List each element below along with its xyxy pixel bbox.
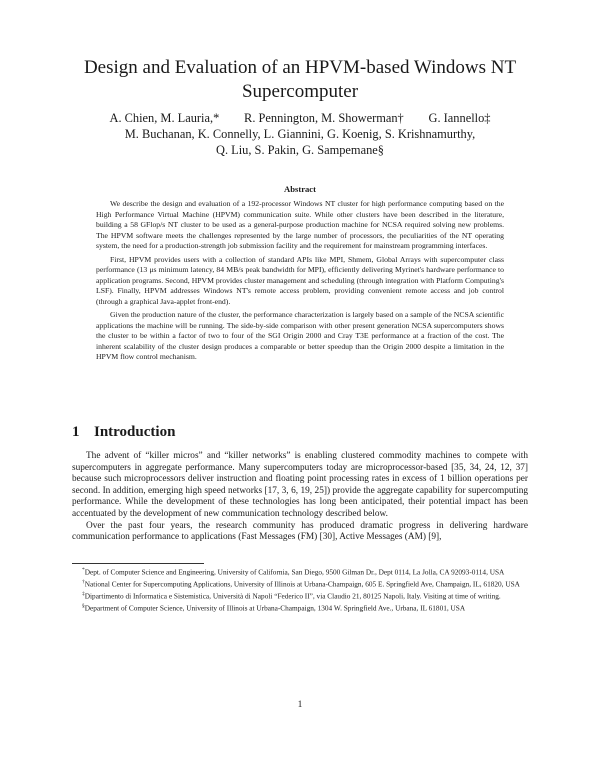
footnote-mark: § bbox=[82, 603, 85, 610]
abstract-paragraph-2: First, HPVM provides users with a collection of standard APIs like MPI, Shmem, Global Arrays with supercomputer class performance (13 μs minimum latency, 84 MB/s peak bandwidth for MPI), efficiently delivering Myrinet's hardware performance to application programs. Second, HPVM provides cluster management and scheduling (through integration with Platform Computing's LSF). Finally, HPVM addresses Windows NT's remote access problem, providing convenient remote access and job control (through a graphical Java-applet front-end). bbox=[96, 254, 504, 306]
title-line-2: Supercomputer bbox=[241, 81, 359, 102]
abstract-paragraph-1: We describe the design and evaluation of a 192-processor Windows NT cluster for high performance computing based on the High Performance Virtual Machine (HPVM) communication suite. While other clusters have been described in the literature, building a 58 GFlop/s NT cluster to be used as a general-purpose production machine for NCSA required solving new problems. The HPVM software meets the challenges represented by the large number of processors, the peculiarities of the NT operating system, the need for a production-strength job submission facility and the requirement for mainstream programming interfaces. bbox=[96, 199, 504, 250]
footnote-2 bbox=[72, 578, 528, 589]
footnote-text: National Center for Supercomputing Applications, University of Illinois at Urbana-Champaign, 605 E. Springfield Ave, Champaign, IL, 61820, USA bbox=[84, 579, 520, 589]
section-title: Introduction bbox=[94, 424, 176, 440]
footnote-4 bbox=[72, 602, 528, 613]
author-line-1: A. Chien, M. Lauria,* R. Pennington, M. Showerman† G. Iannello‡ bbox=[109, 111, 491, 125]
body-paragraph-1: The advent of “killer micros” and “killer networks” is enabling clustered commodity machines to compete with supercomputers in aggregate performance. Many supercomputers today are microprocessor-based [35, 34, 24, 12, 37] because such microprocessors deliver instruction and floating point processing rates in excess of 1 billion operations per second. In addition, emerging high speed networks [17, 3, 6, 19, 25]) provide the aggregate capability for supercomputing performance. While the development of these technologies has long been anticipated, their potential impact has been accentuated by the development of new communication technology described below. bbox=[72, 451, 528, 519]
author-line-3: Q. Liu, S. Pakin, G. Sampemane§ bbox=[216, 143, 384, 157]
abstract-body bbox=[96, 199, 504, 363]
footnote-mark: * bbox=[82, 567, 85, 573]
author-list bbox=[60, 110, 540, 158]
section-heading bbox=[72, 424, 175, 441]
footnote-3 bbox=[72, 590, 528, 601]
body-paragraph-2: Over the past four years, the research community has produced dramatic progress in delivering hardware communication performance to applications (Fast Messages (FM) [30], Active Messages (AM) [9], bbox=[72, 520, 528, 543]
page-number: 1 bbox=[297, 700, 303, 710]
title-line-1: Design and Evaluation of an HPVM-based Windows NT bbox=[83, 57, 517, 78]
section-number: 1 bbox=[72, 424, 80, 440]
footnote-mark: † bbox=[82, 579, 85, 586]
abstract-paragraph-3: Given the production nature of the cluster, the performance characterization is largely based on a sample of the NCSA scientific applications the machine will be running. The side-by-side comparison with other present generation NCSA supercomputers shows the cluster to be within a factor of two to four of the SGI Origin 2000 and Cray T3E performance at a fraction of the cost. The inherent scalability of the cluster design produces a comparable or better speedup than the Origin 2000 despite a limitation in the HPVM flow control mechanism. bbox=[96, 310, 504, 361]
section-body bbox=[72, 451, 528, 544]
footnote-1 bbox=[72, 566, 528, 577]
footnote-text: Dept. of Computer Science and Engineering, University of California, San Diego, 9500 Gilman Dr., Dept 0114, La Jolla, CA 92093-0114, USA bbox=[84, 567, 505, 577]
paper-title bbox=[60, 56, 540, 104]
abstract-heading: Abstract bbox=[284, 184, 316, 194]
footnote-text: Department of Computer Science, University of Illinois at Urbana-Champaign, 1304 W. Springfield Ave., Urbana, IL 61801, USA bbox=[84, 603, 466, 613]
footnote-rule bbox=[72, 563, 204, 564]
footnote-mark: ‡ bbox=[82, 591, 85, 598]
author-line-2: M. Buchanan, K. Connelly, L. Giannini, G. Koenig, S. Krishnamurthy, bbox=[124, 127, 476, 141]
footnote-text: Dipartimento di Informatica e Sistemistica, Università di Napoli “Federico II”, via Claudio 21, 80125 Napoli, Italy. Visiting at time of writing. bbox=[84, 591, 501, 601]
footnotes bbox=[72, 566, 528, 614]
